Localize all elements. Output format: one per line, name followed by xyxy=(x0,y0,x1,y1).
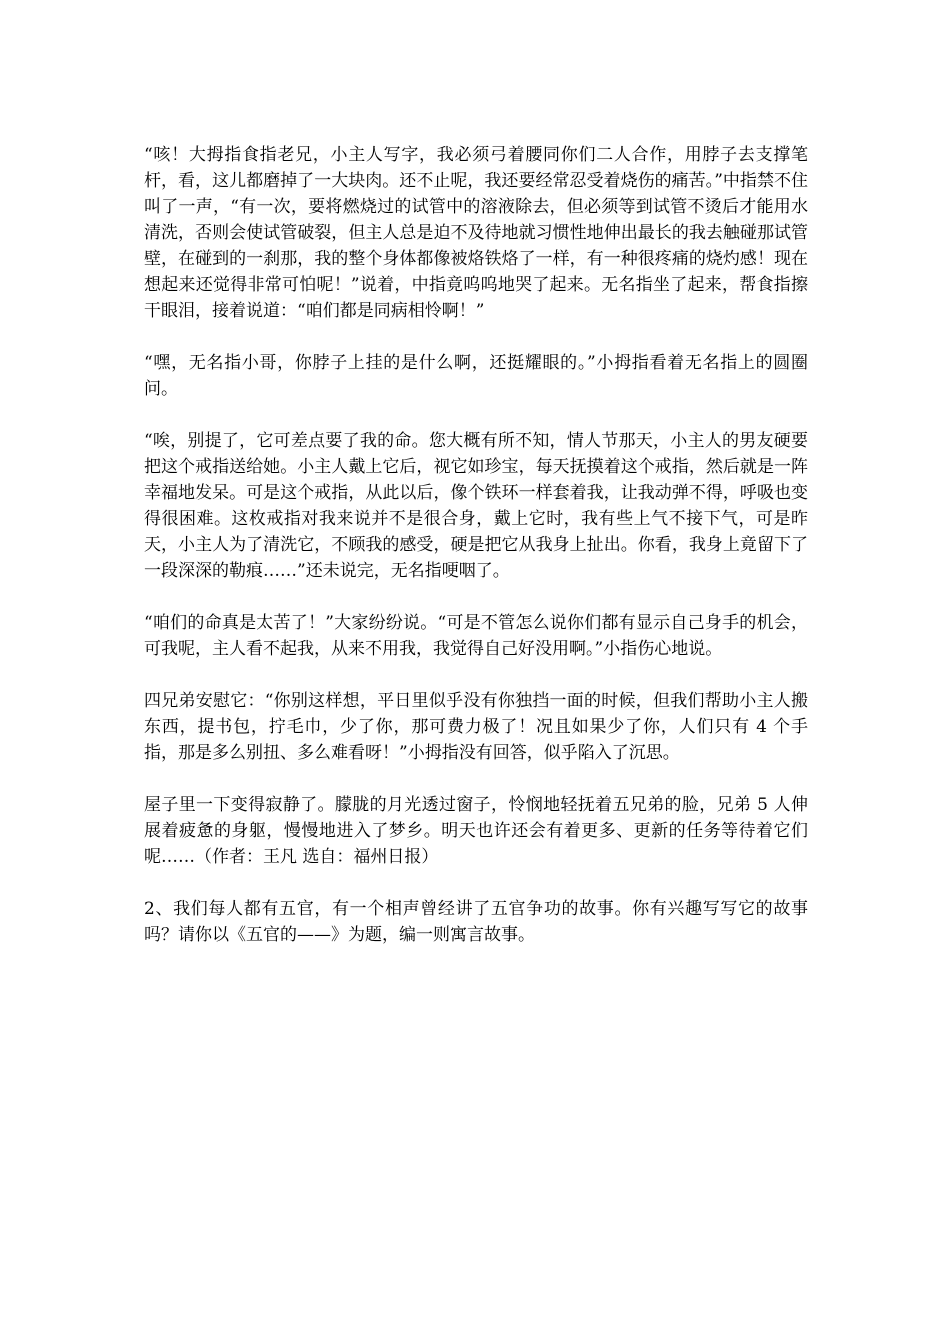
paragraph-ring-finger: “唉，别提了，它可差点要了我的命。您大概有所不知，情人节那天，小主人的男友硬要把这个戒指送给她。小主人戴上它后，视它如珍宝，每天抚摸着这个戒指，然后就是一阵幸福地发呆。可是这个戒指，从此以后，像个铁环一样套着我，让我动弹不得，呼吸也变得很困难。这枚戒指对我来说并不是很合身，戴上它时，我有些上气不接下气，可是昨天，小主人为了清洗它，不顾我的感受，硬是把它从我身上扯出。你看，我身上竟留下了一段深深的勒痕……”还未说完，无名指哽咽了。 xyxy=(144,431,808,581)
paragraph-little-finger: “咱们的命真是太苦了！”大家纷纷说。“可是不管怎么说你们都有显示自己身手的机会，可我呢，主人看不起我，从来不用我，我觉得自己好没用啊。”小指伤心地说。 xyxy=(144,613,808,659)
paragraph-middle-finger: “咳！大拇指食指老兄，小主人写字，我必须弓着腰同你们二人合作，用脖子去支撑笔杆，看，这儿都磨掉了一大块肉。还不止呢，我还要经常忍受着烧伤的痛苦。”中指禁不住叫了一声，“有一次，要将燃烧过的试管中的溶液除去，但必须等到试管不烫后才能用水清洗，否则会使试管破裂，但主人总是迫不及待地就习惯性地伸出最长的我去触碰那试管壁，在碰到的一刹那，我的整个身体都像被烙铁烙了一样，有一种很疼痛的烧灼感！现在想起来还觉得非常可怕呢！”说着，中指竟呜呜地哭了起来。无名指坐了起来，帮食指擦干眼泪，接着说道：“咱们都是同病相怜啊！” xyxy=(144,145,808,321)
paragraph-ending: 屋子里一下变得寂静了。朦胧的月光透过窗子，怜悯地轻抚着五兄弟的脸，兄弟 5 人伸展着疲惫的身躯，慢慢地进入了梦乡。明天也许还会有着更多、更新的任务等待着它们呢……（作者：王凡 选自：福州日报） xyxy=(144,795,808,867)
paragraph-comfort: 四兄弟安慰它：“你别这样想，平日里似乎没有你独挡一面的时候，但我们帮助小主人搬东西，提书包，拧毛巾，少了你，那可费力极了！况且如果少了你，人们只有 4 个手指，那是多么别扭、多么难看呀！”小拇指没有回答，似乎陷入了沉思。 xyxy=(144,691,808,763)
paragraph-ring-question: “嘿，无名指小哥，你脖子上挂的是什么啊，还挺耀眼的。”小拇指看着无名指上的圆圈问。 xyxy=(144,353,808,399)
document-body xyxy=(144,142,808,974)
paragraph-question-2: 2、我们每人都有五官，有一个相声曾经讲了五官争功的故事。你有兴趣写写它的故事吗？请你以《五官的——》为题，编一则寓言故事。 xyxy=(144,899,808,945)
